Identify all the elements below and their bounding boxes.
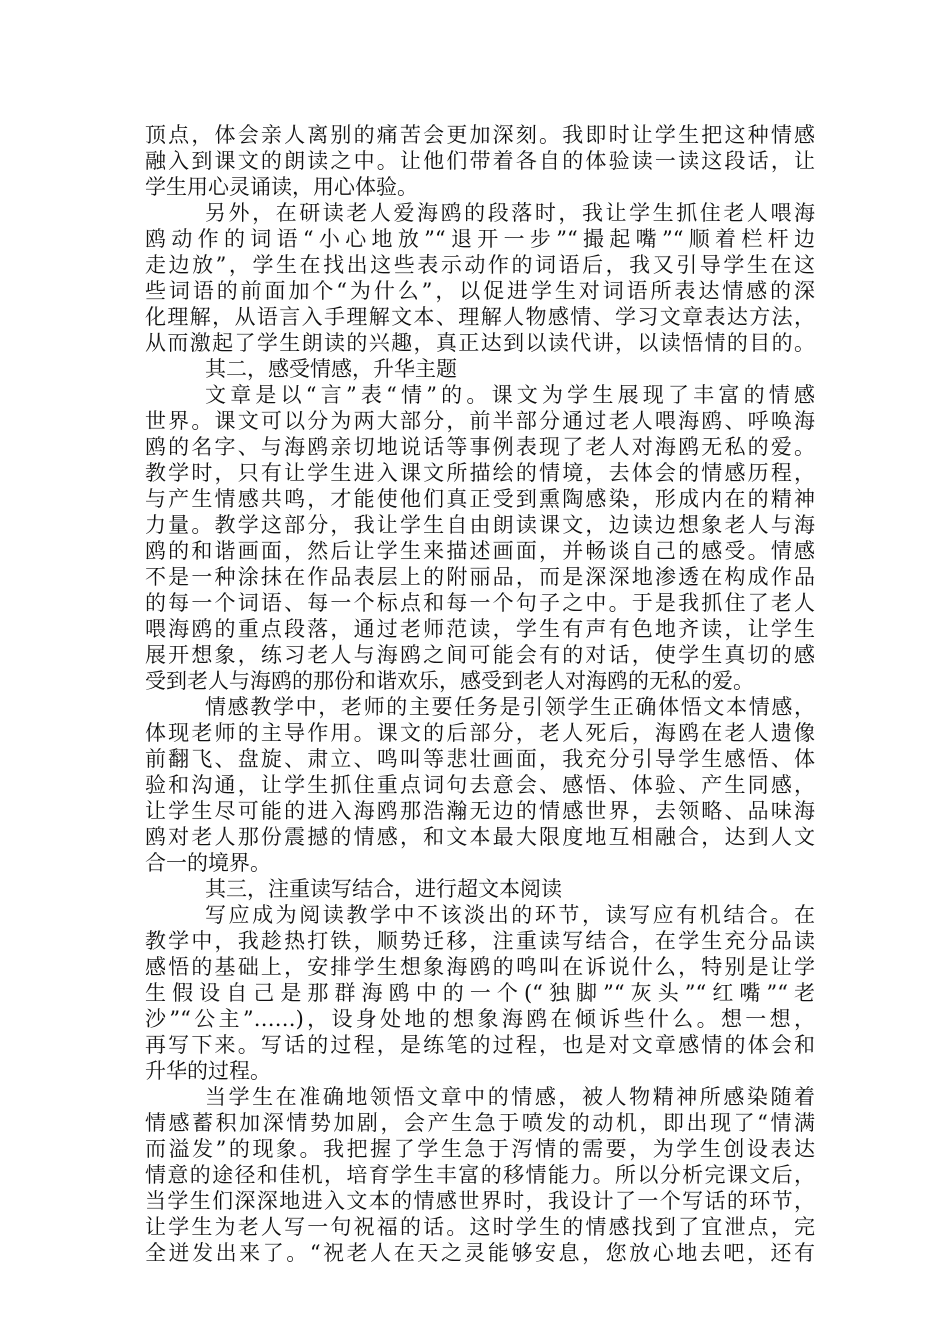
text-line: 合一的境界。 <box>145 851 271 875</box>
section-heading: 其二，感受情感，升华主题 <box>205 357 457 381</box>
text-line: 让学生尽可能的进入海鸥那浩瀚无边的情感世界，去领略、品味海 <box>145 799 815 823</box>
text-line: 鸥的名字、与海鸥亲切地说话等事例表现了老人对海鸥无私的爱。 <box>145 435 815 459</box>
text-line: 展开想象，练习老人与海鸥之间可能会有的对话，使学生真切的感 <box>145 643 815 667</box>
text-line: 当学生在准确地领悟文章中的情感，被人物精神所感染随着 <box>205 1085 815 1109</box>
text-line: 鸥的和谐画面，然后让学生来描述画面，并畅谈自己的感受。情感 <box>145 539 815 563</box>
text-line: 鸥对老人那份震撼的情感，和文本最大限度地互相融合，达到人文 <box>145 825 815 849</box>
text-line: 前翻飞、盘旋、肃立、鸣叫等悲壮画面，我充分引导学生感悟、体 <box>145 747 815 771</box>
text-line: 走边放”，学生在找出这些表示动作的词语后，我又引导学生在这 <box>145 253 815 277</box>
text-line: 从而激起了学生朗读的兴趣，真正达到以读代讲，以读悟情的目的。 <box>145 331 815 355</box>
text-line: 些词语的前面加个“为什么”，以促进学生对词语所表达情感的深 <box>145 279 815 303</box>
text-line: 顶点，体会亲人离别的痛苦会更加深刻。我即时让学生把这种情感 <box>145 123 815 147</box>
text-line: 教学时，只有让学生进入课文所描绘的情境，去体会的情感历程， <box>145 461 815 485</box>
text-line: 情感教学中，老师的主要任务是引领学生正确体悟文本情感， <box>205 695 815 719</box>
text-line: 升华的过程。 <box>145 1059 271 1083</box>
section-heading: 其三，注重读写结合，进行超文本阅读 <box>205 877 562 901</box>
text-line: 验和沟通，让学生抓住重点词句去意会、感悟、体验、产生同感， <box>145 773 815 797</box>
text-line: 而溢发”的现象。我把握了学生急于泻情的需要，为学生创设表达 <box>145 1137 815 1161</box>
text-line: 情感蓄积加深情势加剧，会产生急于喷发的动机，即出现了“情满 <box>145 1111 815 1135</box>
text-line: 再写下来。写话的过程，是练笔的过程，也是对文章感情的体会和 <box>145 1033 815 1057</box>
text-line: 写应成为阅读教学中不该淡出的环节，读写应有机结合。在 <box>205 903 815 927</box>
document-body-text <box>145 122 815 1266</box>
text-line: 化理解，从语言入手理解文本、理解人物感情、学习文章表达方法， <box>145 305 815 329</box>
text-line: 让学生为老人写一句祝福的话。这时学生的情感找到了宜泄点，完 <box>145 1215 815 1239</box>
text-line: 教学中，我趁热打铁，顺势迁移，注重读写结合，在学生充分品读 <box>145 929 815 953</box>
text-line: 另外，在研读老人爱海鸥的段落时，我让学生抓住老人喂海 <box>205 201 815 225</box>
text-line: 全迸发出来了。“祝老人在天之灵能够安息，您放心地去吧，还有 <box>145 1241 815 1265</box>
text-line: 沙”“公主”……)，设身处地的想象海鸥在倾诉些什么。想一想， <box>145 1007 815 1031</box>
text-line: 融入到课文的朗读之中。让他们带着各自的体验读一读这段话，让 <box>145 149 815 173</box>
text-line: 学生用心灵诵读，用心体验。 <box>145 175 418 199</box>
text-line: 感悟的基础上，安排学生想象海鸥的鸣叫在诉说什么，特别是让学 <box>145 955 815 979</box>
text-line: 体现老师的主导作用。课文的后部分，老人死后，海鸥在老人遗像 <box>145 721 815 745</box>
text-line: 力量。教学这部分，我让学生自由朗读课文，边读边想象老人与海 <box>145 513 815 537</box>
text-line: 不是一种涂抹在作品表层上的附丽品，而是深深地渗透在构成作品 <box>145 565 815 589</box>
text-line: 受到老人与海鸥的那份和谐欢乐，感受到老人对海鸥的无私的爱。 <box>145 669 754 693</box>
text-line: 与产生情感共鸣，才能使他们真正受到熏陶感染，形成内在的精神 <box>145 487 815 511</box>
text-line: 的每一个词语、每一个标点和每一个句子之中。于是我抓住了老人 <box>145 591 815 615</box>
text-line: 文章是以“言”表“情”的。课文为学生展现了丰富的情感 <box>205 383 815 407</box>
text-line: 情意的途径和佳机，培育学生丰富的移情能力。所以分析完课文后， <box>145 1163 815 1187</box>
text-line: 当学生们深深地进入文本的情感世界时，我设计了一个写话的环节， <box>145 1189 815 1213</box>
text-line: 鸥动作的词语“小心地放”“退开一步”“撮起嘴”“顺着栏杆边 <box>145 227 815 251</box>
text-line: 世界。课文可以分为两大部分，前半部分通过老人喂海鸥、呼唤海 <box>145 409 815 433</box>
text-line: 喂海鸥的重点段落，通过老师范读，学生有声有色地齐读，让学生 <box>145 617 815 641</box>
text-line: 生假设自己是那群海鸥中的一个(“独脚”“灰头”“红嘴”“老 <box>145 981 815 1005</box>
